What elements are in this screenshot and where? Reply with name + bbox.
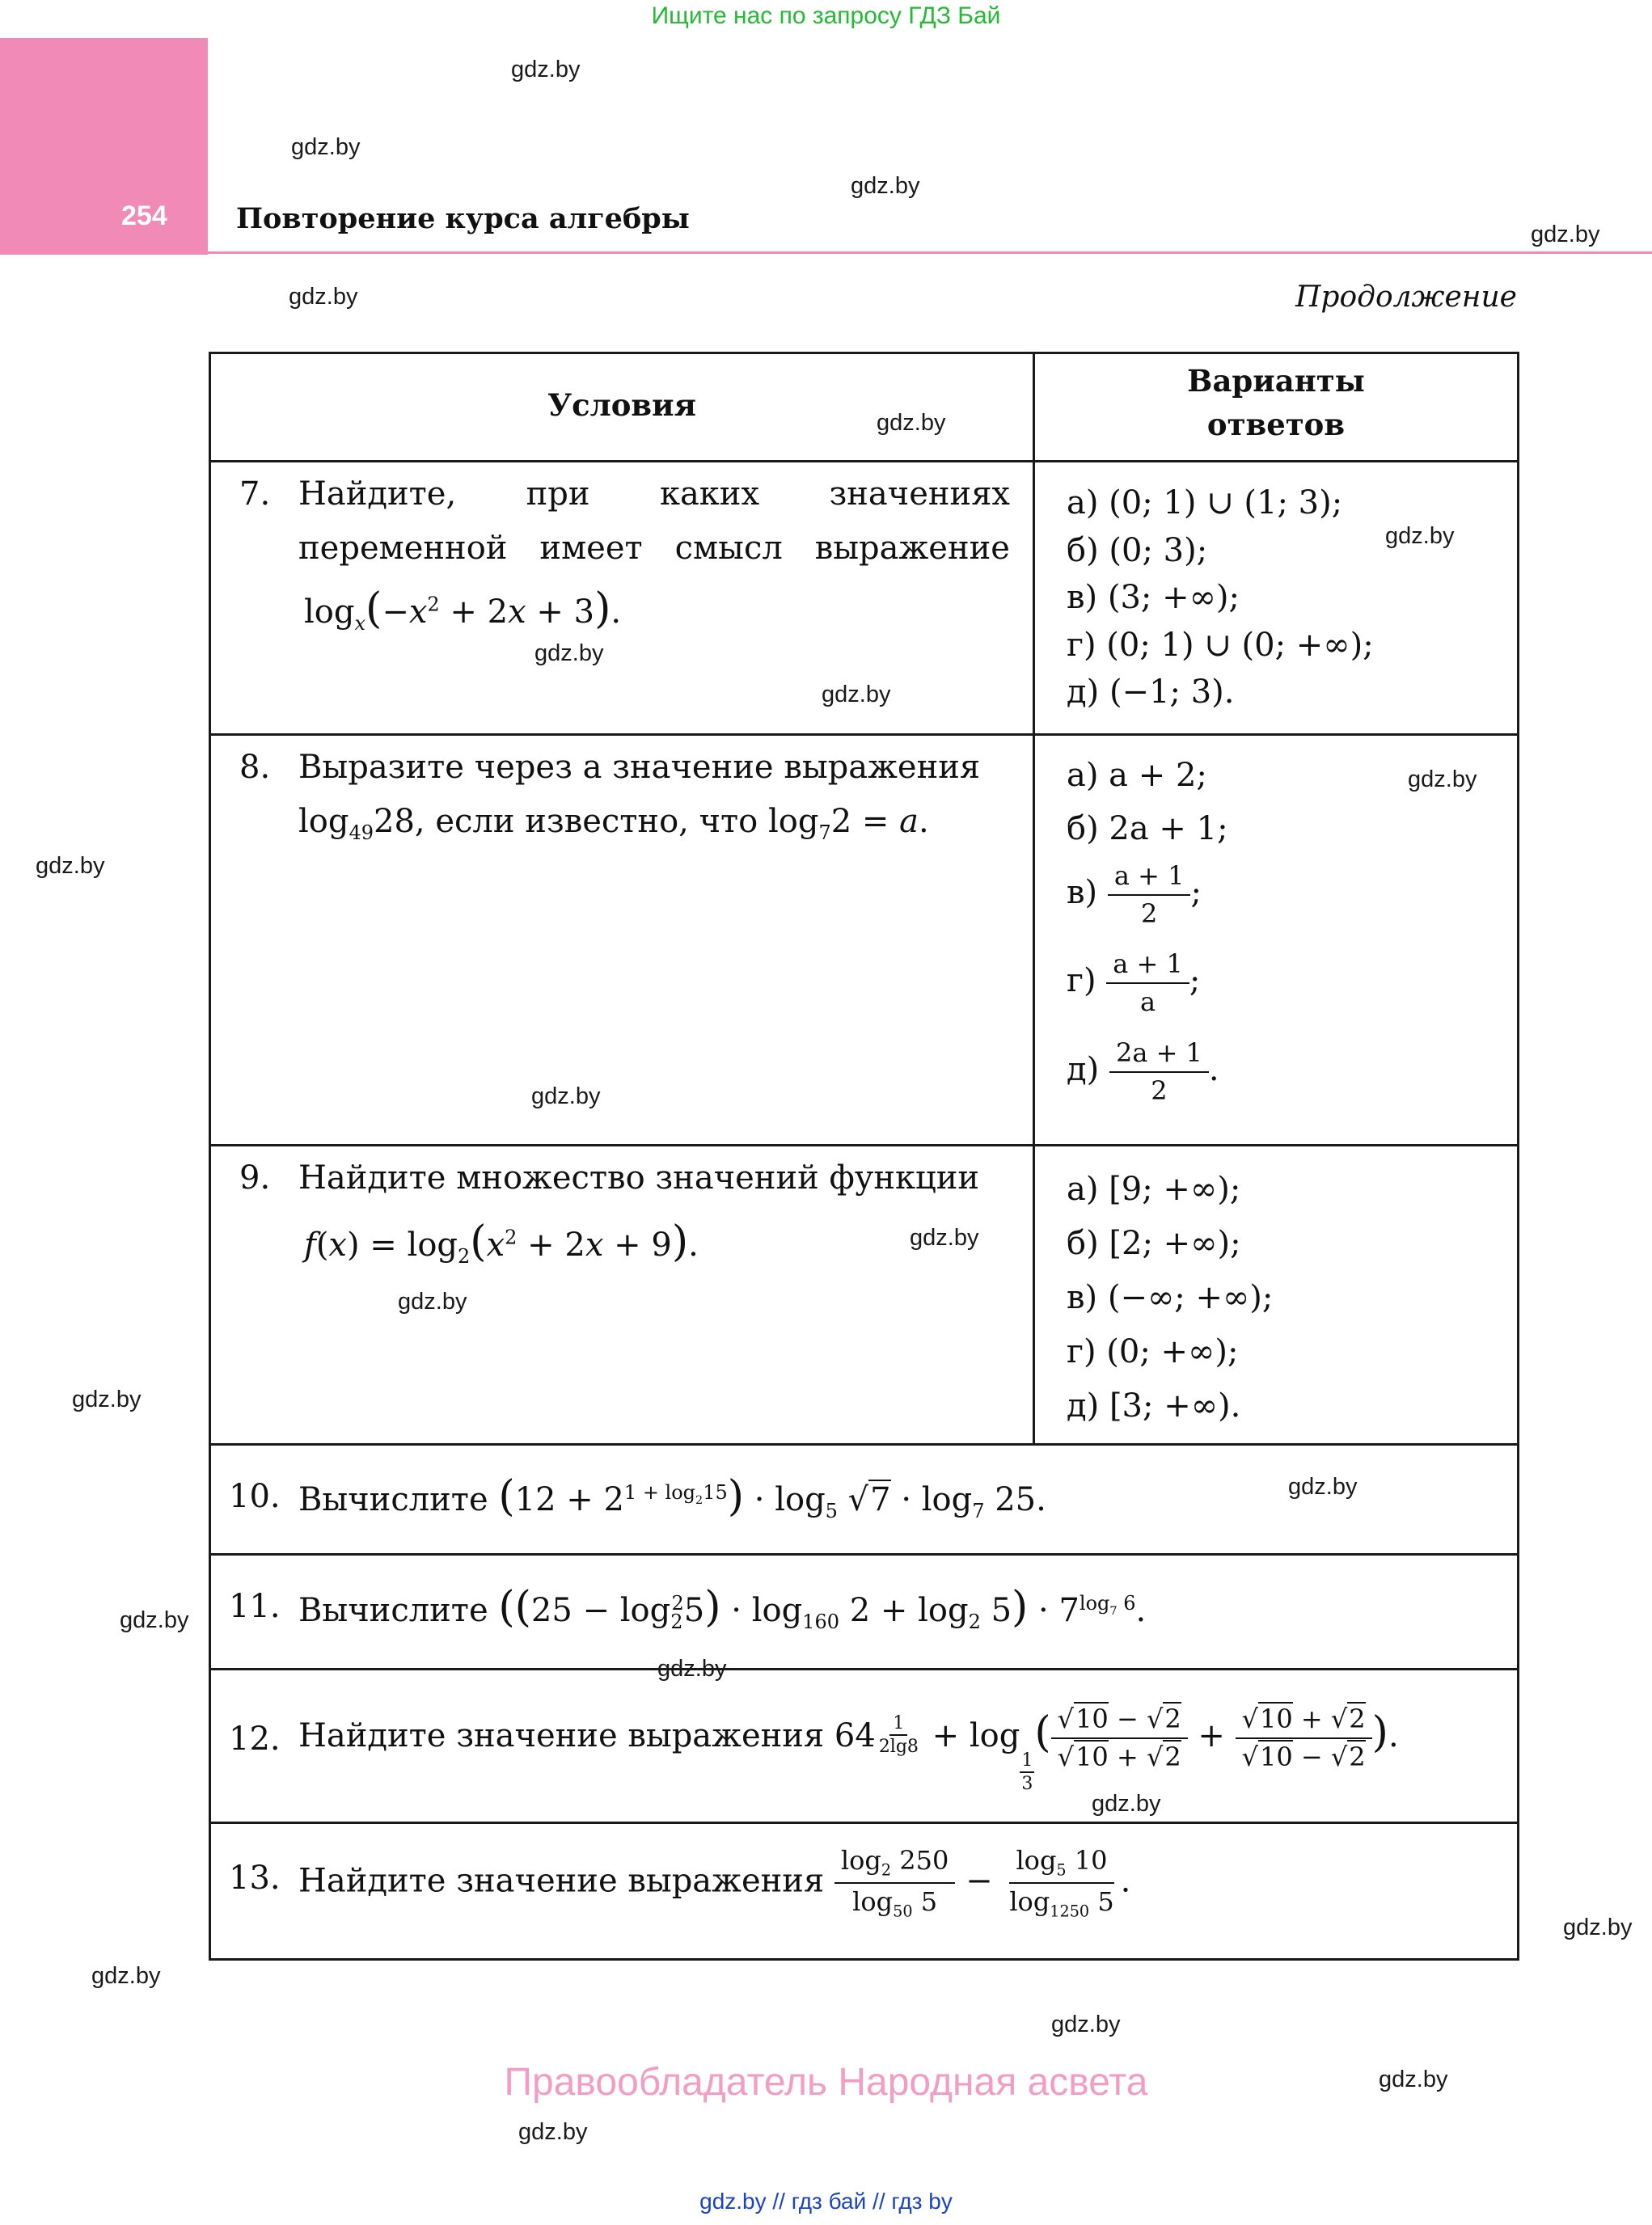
task-number: 8. (239, 749, 271, 786)
watermark: gdz.by (1379, 2067, 1448, 2092)
answer-option: д) (−1; 3). (1067, 673, 1235, 711)
task-formula: Вычислите $((25 - \log_2^25) \cdot \log_{160} 2 + \log_2 5) \cdot 7^{log_7 6}$. (298, 1583, 1147, 1633)
answer-list (1067, 1163, 1273, 1433)
column-header-answers-line1: Варианты (1187, 363, 1365, 399)
column-divider (1033, 354, 1035, 1446)
answer-option: г) $\frac{a + 1}{a}$ ; (1067, 948, 1201, 1017)
footer-links[interactable]: gdz.by // гдз бай // гдз by (699, 2189, 953, 2214)
watermark: gdz.by (1531, 222, 1600, 247)
watermark: gdz.by (1408, 766, 1477, 792)
task-formula: $\log_{49}28$, если известно, что $\log_72 = a$. (298, 803, 929, 844)
task-number: 11. (229, 1588, 281, 1625)
answer-option: г) (0; 1) ∪ (0; +∞); (1067, 626, 1374, 664)
task-number: 12. (229, 1720, 281, 1758)
fraction-denominator: 2 (1140, 897, 1158, 929)
row-divider (211, 460, 1517, 462)
task-text-line: Найдите множество значений функции (298, 1159, 980, 1197)
word: Найдите, (298, 475, 457, 513)
watermark: gdz.by (534, 640, 604, 666)
column-header-answers-line2: ответов (1206, 407, 1346, 442)
answer-option: б) [2; +∞); (1067, 1225, 1241, 1262)
watermark: gdz.by (1051, 2012, 1121, 2037)
fraction-numerator: a + 1 (1108, 861, 1191, 896)
task-formula: $f(x) = \log_2(x^2 + 2x + 9)$. (304, 1218, 699, 1268)
answer-option: а) a + 2; (1067, 757, 1207, 794)
task-formula: $\log_x(-x^2 + 2x + 3)$. (304, 585, 622, 635)
word: переменной (298, 530, 508, 567)
page-number: 254 (121, 201, 167, 231)
answer-label: д) (1067, 1050, 1100, 1088)
task-number: 13. (229, 1860, 281, 1897)
fraction-denominator: 2 (1151, 1075, 1168, 1106)
watermark: gdz.by (877, 410, 946, 436)
running-title: Повторение курса алгебры (236, 202, 690, 235)
answer-option: д) $\frac{2a + 1}{2}$ . (1067, 1037, 1219, 1106)
answer-option: в) (−∞; +∞); (1067, 1279, 1274, 1316)
task-text: 28, если известно, что log (374, 803, 819, 840)
watermark: gdz.by (120, 1607, 189, 1633)
task-formula: Вычислите $(12 + 2^{1 + log_215}) \cdot \log_5 √7 \cdot \log_7 25$. (298, 1472, 1046, 1522)
word: значениях (829, 475, 1010, 513)
answer-label: г) (1067, 961, 1096, 999)
watermark: gdz.by (289, 284, 358, 310)
answer-option: а) (0; 1) ∪ (1; 3); (1067, 484, 1343, 521)
row-divider (211, 1443, 1517, 1446)
answer-option: б) (0; 3); (1067, 531, 1208, 569)
task-text: Найдите значение выражения (298, 1862, 825, 1900)
watermark: gdz.by (1385, 523, 1455, 549)
column-header-conditions: Условия (547, 387, 696, 423)
answer-option: б) 2a + 1; (1067, 810, 1228, 847)
word: смысл (674, 530, 783, 567)
word: каких (659, 475, 760, 513)
watermark: gdz.by (1563, 1915, 1633, 1940)
top-notice[interactable]: Ищите нас по запросу ГДЗ Бай (651, 2, 1001, 29)
task-text: Найдите значение выражения (298, 1716, 825, 1754)
watermark: gdz.by (291, 134, 361, 160)
watermark: gdz.by (398, 1289, 467, 1315)
watermark: gdz.by (511, 57, 581, 82)
watermark: gdz.by (851, 173, 920, 199)
task-formula: Найдите значение выражения $\frac{\log_2 250}{\log_{50} 5}$ − $\frac{\log_5 10}{\log_{1250} 5}$ . (298, 1845, 1131, 1921)
watermark: gdz.by (910, 1225, 979, 1251)
task-text-line: Выразите через a значение выражения (298, 749, 981, 786)
watermark: gdz.by (531, 1083, 601, 1109)
word: имеет (539, 530, 643, 567)
row-divider (211, 733, 1517, 736)
answer-option: г) (0; +∞); (1067, 1333, 1239, 1370)
copyright-notice: Правообладатель Народная асвета (504, 2061, 1148, 2104)
answer-option: в) $\frac{a + 1}{2}$ ; (1067, 860, 1202, 929)
watermark: gdz.by (657, 1656, 727, 1682)
answer-option: в) (3; +∞); (1067, 579, 1240, 616)
task-text-line (298, 475, 1010, 513)
watermark: gdz.by (518, 2119, 588, 2145)
answer-option: д) [3; +∞). (1067, 1387, 1241, 1425)
row-divider (211, 1822, 1517, 1824)
word: при (526, 475, 590, 513)
task-number: 10. (229, 1478, 281, 1515)
watermark: gdz.by (91, 1963, 161, 1989)
task-number: 7. (239, 475, 271, 513)
task-table (209, 352, 1519, 1961)
column-header-answers (1035, 359, 1517, 446)
fraction-numerator: 2a + 1 (1109, 1038, 1209, 1073)
continuation-label: Продолжение (1295, 281, 1517, 314)
task-formula: Найдите значение выражения 64 $^{\frac{1}{2\lg 8}}$ + log $_{\frac{1}{3}}$ ( $\frac{√10 - √2}{√10 + √2}$ + $\frac{√10 + √2}{√10 - √2}$ ). (298, 1704, 1399, 1795)
row-divider (211, 1144, 1517, 1146)
answer-list (1067, 749, 1228, 855)
answer-list (1067, 479, 1374, 716)
task-number: 9. (239, 1159, 271, 1197)
watermark: gdz.by (1288, 1474, 1358, 1500)
word: выражение (814, 530, 1010, 567)
fraction-numerator: a + 1 (1106, 949, 1189, 984)
task-text: Вычислите (298, 1481, 488, 1518)
watermark: gdz.by (822, 682, 891, 707)
header-rule (208, 251, 1652, 254)
answer-option: а) [9; +∞); (1067, 1171, 1241, 1208)
answer-label: в) (1067, 873, 1098, 911)
task-text-line (298, 530, 1010, 567)
task-text: Вычислите (298, 1592, 488, 1629)
watermark: gdz.by (1092, 1791, 1161, 1817)
watermark: gdz.by (36, 853, 105, 879)
watermark: gdz.by (72, 1387, 142, 1412)
page-corner-tab (0, 38, 208, 255)
row-divider (211, 1668, 1517, 1670)
fraction-denominator: a (1140, 986, 1156, 1017)
row-divider (211, 1553, 1517, 1556)
